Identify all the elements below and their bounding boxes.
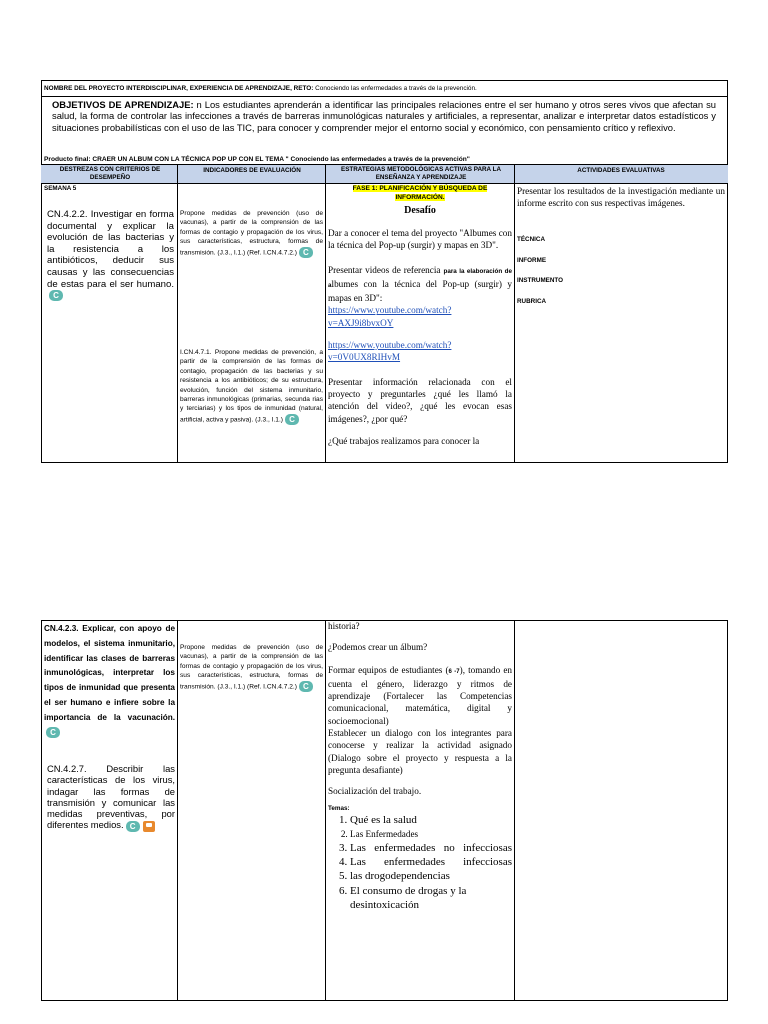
destreza-cell bbox=[47, 209, 174, 302]
tema-item: 2. Las Enfermedades bbox=[350, 827, 512, 841]
project-value: Conociendo las enfermedades a través de la prevención. bbox=[315, 85, 477, 92]
destreza-text: CN.4.2.2. Investigar en forma documental y explicar la evolución de las bacterias y la resistencia a los antibióticos, deducir sus causas y las consecuencias de estas para el ser humano. bbox=[47, 209, 174, 290]
destreza-3-text: CN.4.2.7. Describir las características de los virus, indagar las formas de transmisión y comunicar las medidas preventivas, por diferentes medios. bbox=[47, 763, 175, 831]
tecnica-label: TÉCNICA bbox=[517, 236, 545, 243]
estrategias-cell bbox=[328, 227, 512, 447]
equipos-text: Formar equipos de estudiantes (6 -7), tomando en cuenta el género, liderazgo y ritmos de aprendizaje (Fortalecer las Competencias comunicacional, matemática, digital y socioemocional) bbox=[328, 664, 512, 726]
competence-icon: C bbox=[299, 681, 313, 692]
indicador-1-cell bbox=[180, 209, 323, 258]
indicador-2-cell bbox=[180, 348, 323, 425]
estrategia-paragraph: ¿Qué trabajos realizamos para conocer la bbox=[328, 435, 480, 446]
col-line bbox=[325, 620, 326, 1001]
col-line bbox=[514, 620, 515, 1001]
tema-item: 3. Las enfermedades no infecciosas bbox=[350, 841, 512, 855]
product-text: CRAER UN ALBUM CON LA TÉCNICA POP UP CON EL TEMA " Conociendo las enfermedades a través de la prevención" bbox=[90, 156, 470, 163]
project-row bbox=[44, 83, 724, 95]
indicador-3-text: Propone medidas de prevención (uso de vacunas), a partir de la comprensión de las formas de contagio y propagación de los virus, sus características, estructura, formas de transmisión. (J.3., I.1.) (Ref. I.CN.4.7.2.) bbox=[180, 644, 323, 690]
divider bbox=[41, 96, 728, 97]
temas-label: Temas: bbox=[328, 804, 350, 812]
objectives-label: OBJETIVOS DE APRENDIZAJE: bbox=[52, 99, 194, 110]
destreza-2-cell bbox=[44, 622, 175, 740]
fase-block bbox=[328, 185, 512, 202]
product-label: Producto final: bbox=[44, 156, 91, 163]
destreza-2-text: CN.4.2.3. Explicar, con apoyo de modelos, el sistema inmunitario, identificar las clases de barreras inmunológicas, interpretar los tipos de inmunidad que presenta el ser humano e infiere sobre la importancia de la vacunación. bbox=[44, 624, 175, 722]
historia-text: historia? bbox=[328, 621, 360, 631]
competence-icon: C bbox=[49, 290, 63, 301]
album-question: ¿Podemos crear un álbum? bbox=[328, 642, 428, 653]
instrumento-value: RUBRICA bbox=[517, 298, 547, 305]
col-line bbox=[325, 164, 326, 463]
semana-label: SEMANA 5 bbox=[44, 185, 77, 192]
header-destrezas: DESTREZAS CON CRITERIOS DE DESEMPEÑO bbox=[59, 166, 161, 181]
actividades-text: Presentar los resultados de la investigación mediante un informe escrito con sus respectivas imágenes. bbox=[517, 186, 725, 209]
socializacion-text: Socialización del trabajo. bbox=[328, 786, 422, 797]
objectives-block bbox=[52, 99, 716, 133]
video-link-2[interactable]: https://www.youtube.com/watch? v=0V0UX8RIHvM bbox=[328, 340, 452, 363]
objectives-text: n Los estudiantes aprenderán a identificar las principales relaciones entre el ser humano y otros seres vivos que afectan su salud, la forma de controlar las infecciones a través de barreras inmunológicas naturales y artificiales, a representar, analizar e interpretar datos estadísticos y situaciones probabilísticas con el uso de las TIC, para conocer y comprender mejor el entorno social y económico, con pensamiento crítico y reflexivo. bbox=[52, 99, 716, 133]
tema-item: 6. El consumo de drogas y la desintoxicación bbox=[350, 884, 512, 912]
header-indicadores: INDICADORES DE EVALUACIÓN bbox=[203, 167, 301, 174]
header-estrategias: ESTRATEGIAS METODOLÓGICAS ACTIVAS PARA LA ENSEÑANZA Y APRENDIZAJE bbox=[341, 166, 501, 181]
header-actividades: ACTIVIDADES EVALUATIVAS bbox=[577, 167, 665, 174]
temas-list bbox=[328, 813, 512, 912]
indicador-2-text: I.CN.4.7.1. Propone medidas de prevención, a partir de la comprensión de las formas de contagio, propagación de las bacterias y su resistencia a los antibióticos; de su estructura, evolución, función del sistema inmunitario, barreras inmunológicas (primarias, secunda rias y terciarias) y los tipos de inmunidad (natural, artificial, activa y pasiva). (J.3., I.1.) bbox=[180, 349, 323, 424]
digital-competence-icon bbox=[143, 821, 155, 832]
col-line bbox=[514, 164, 515, 463]
tecnica-value: INFORME bbox=[517, 257, 547, 264]
estrategia-paragraph: Dar a conocer el tema del proyecto "Albumes con la técnica del Pop-up (surgir) y mapas en 3D". bbox=[328, 228, 512, 251]
product-row bbox=[44, 155, 724, 164]
fase-title: FASE 1: PLANIFICACIÓN Y BÚSQUEDA DE INFORMACIÓN. bbox=[352, 185, 488, 201]
col-line bbox=[177, 164, 178, 463]
competence-icon: C bbox=[299, 247, 313, 258]
tema-item: 1. Qué es la salud bbox=[350, 813, 512, 827]
estrategias-2-cell bbox=[328, 620, 512, 912]
estrategia-paragraph: Presentar información relacionada con el proyecto y preguntarles ¿qué les llamó la atención del video?, ¿qué les evocan esas imágenes?, ¿por qué? bbox=[328, 376, 512, 424]
dialogo-text: Establecer un dialogo con los integrantes para conocerse y realizar la actividad asignado (Dialogo sobre el proyecto y respuesta a la pregunta desafiante) bbox=[328, 728, 512, 775]
video-link-1[interactable]: https://www.youtube.com/watch? v=AXJ9i8bvxOY bbox=[328, 305, 452, 328]
destreza-3-cell bbox=[47, 763, 175, 832]
project-label: NOMBRE DEL PROYECTO INTERDISCIPLINAR, EXPERIENCIA DE APRENDIZAJE, RETO: bbox=[44, 85, 314, 92]
indicador-3-cell bbox=[180, 643, 323, 692]
competence-icon: C bbox=[285, 414, 299, 425]
estrategia-paragraph: Presentar videos de referencia para la elaboración de albumes con la técnica del Pop-up (surgir) y mapas en 3D": bbox=[328, 264, 512, 304]
instrumento-label: INSTRUMENTO bbox=[517, 277, 564, 284]
tema-item: 4. Las enfermedades infecciosas bbox=[350, 855, 512, 869]
tema-item: 5. las drogodependencias bbox=[350, 869, 512, 883]
col-line bbox=[177, 620, 178, 1001]
desafio-title: Desafío bbox=[404, 205, 436, 216]
competence-icon: C bbox=[126, 821, 140, 832]
competence-icon: C bbox=[46, 727, 60, 738]
indicador-1-text: Propone medidas de prevención (uso de vacunas), a partir de la comprensión de las formas de contagio y propagación de los virus, sus características, estructura, formas de transmisión. (J.3., I.1.) (Ref. I.CN.4.7.2.) bbox=[180, 210, 323, 256]
